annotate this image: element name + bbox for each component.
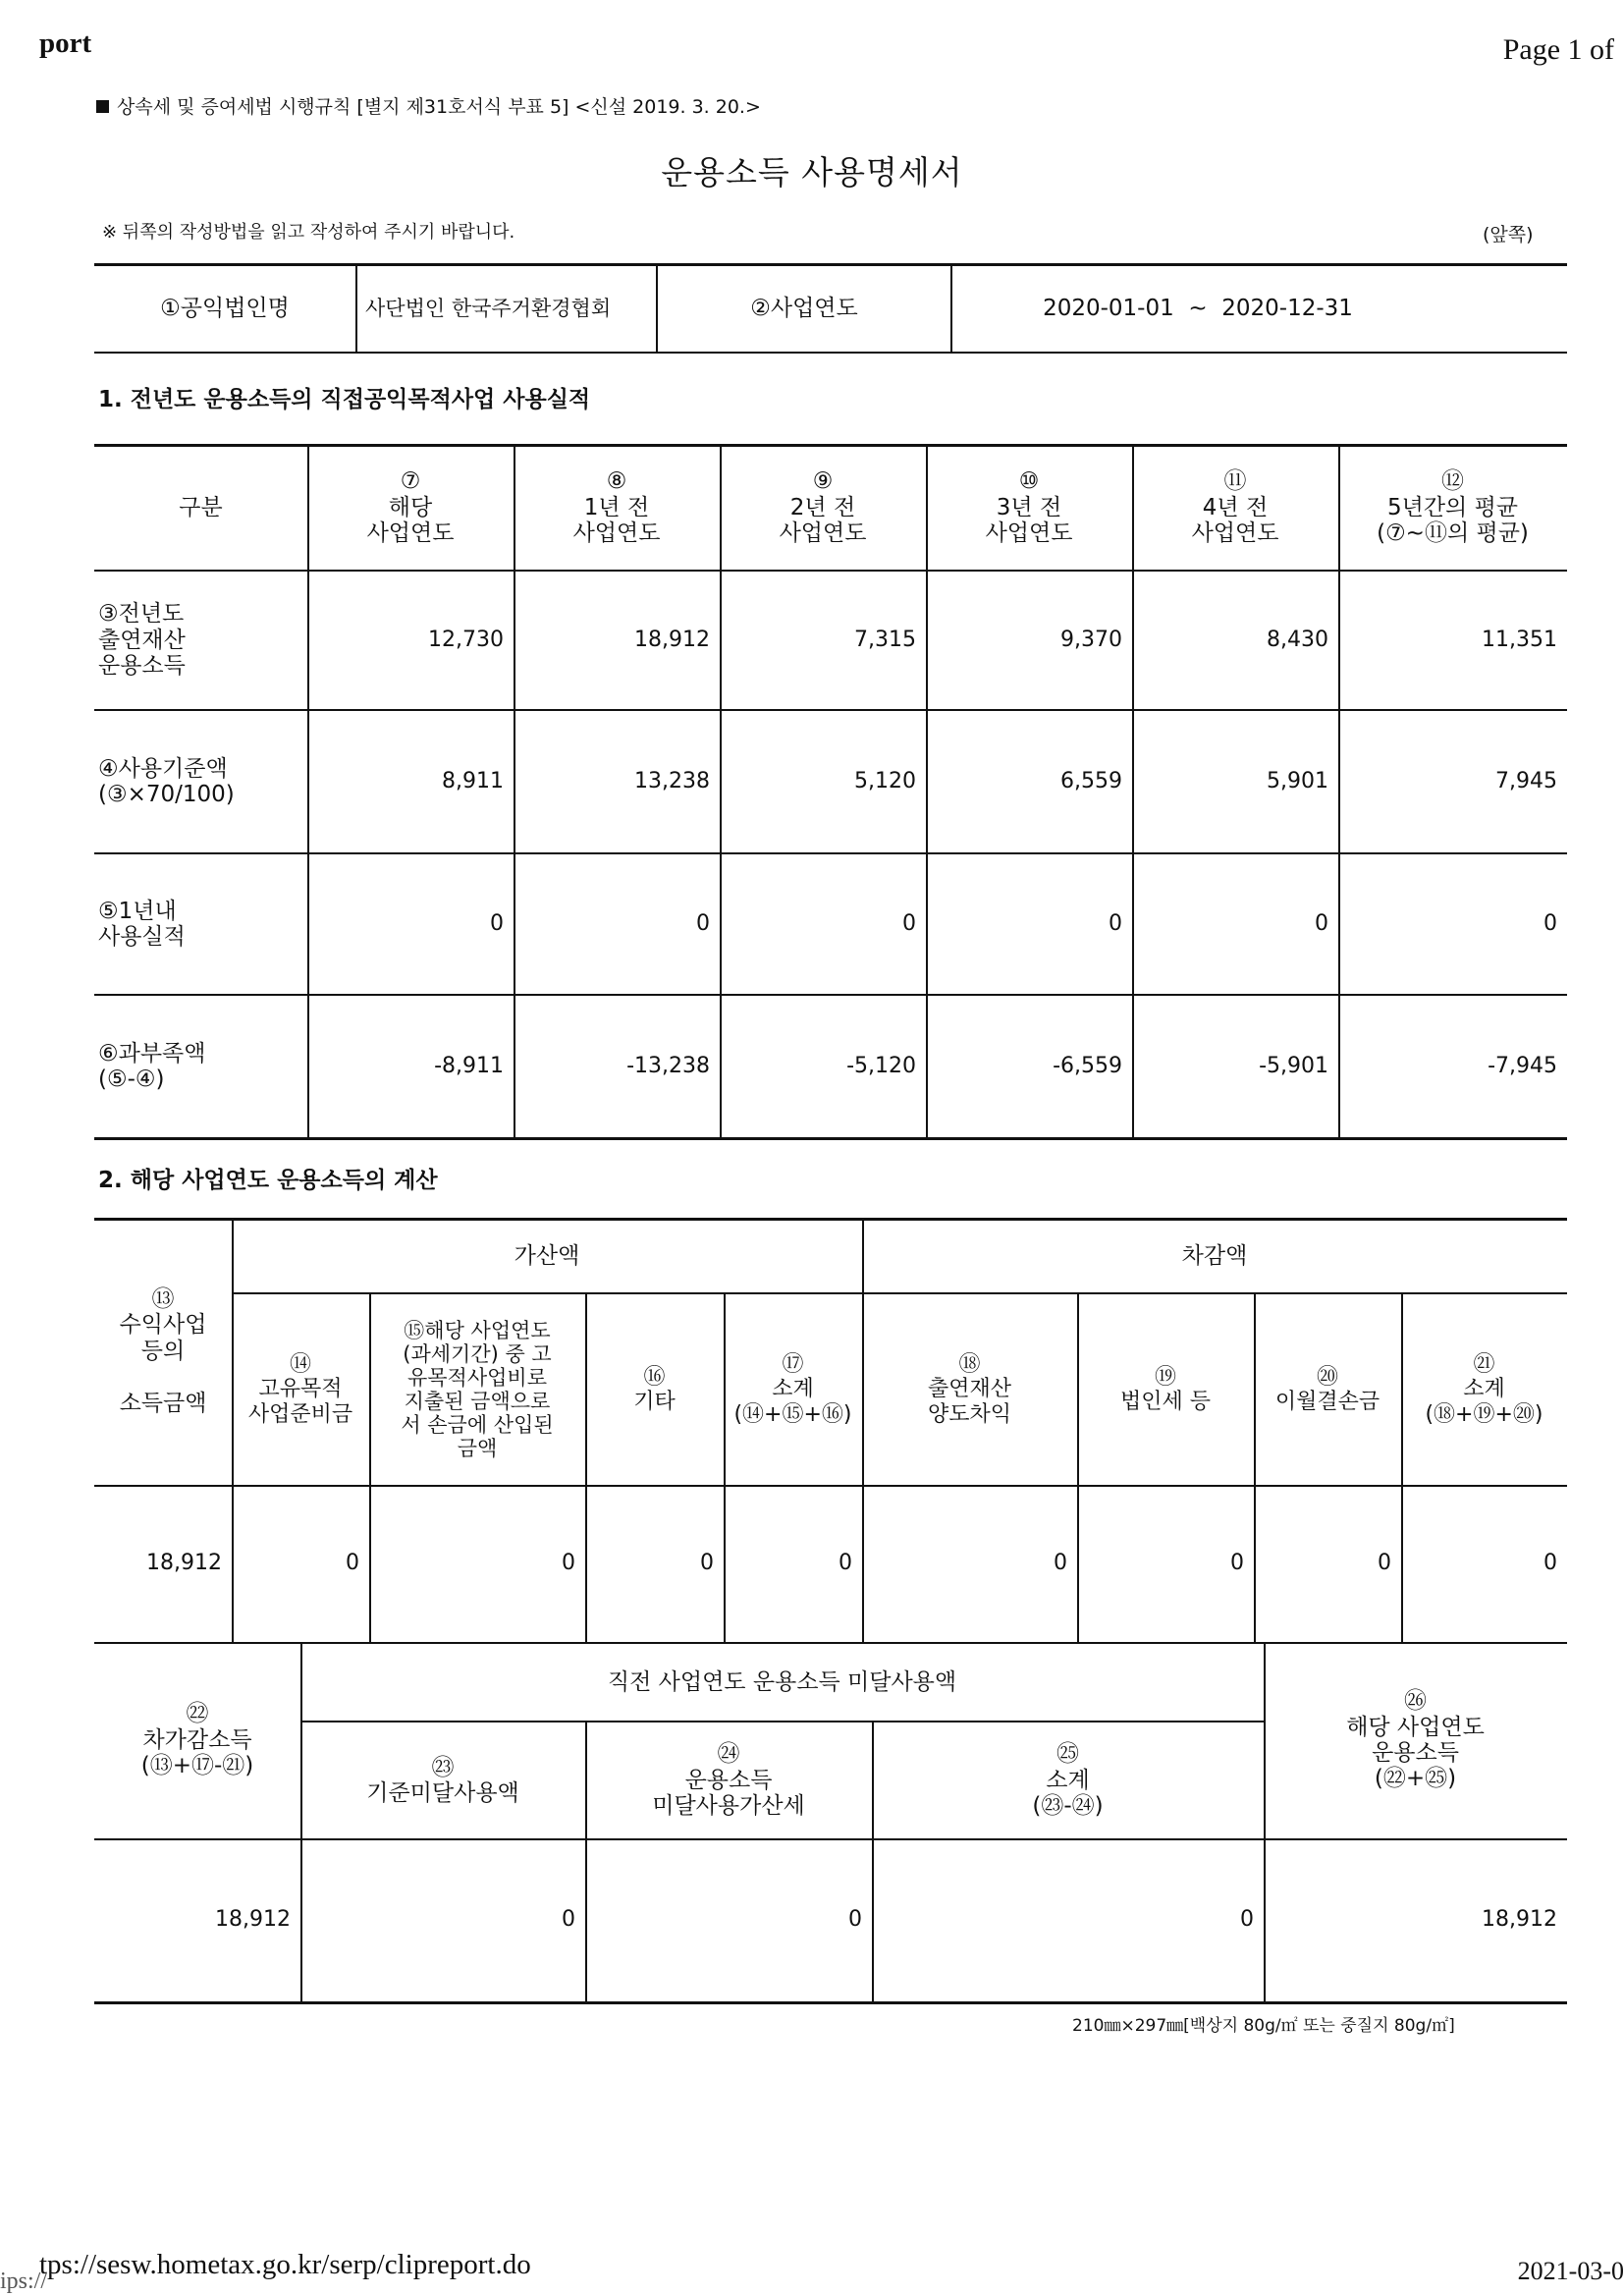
table-cell: -8,911	[434, 1054, 504, 1078]
column-header: ⑮해당 사업연도 (과세기간) 중 고 유목적사업비로 지출된 금액으로 서 손금에 산입된 금액	[401, 1318, 554, 1461]
side-marker: (앞쪽)	[1483, 224, 1534, 246]
section1-title: 1. 전년도 운용소득의 직접공익목적사업 사용실적	[98, 387, 591, 412]
table-cell: 0	[562, 1551, 575, 1575]
table-cell: 0	[848, 1907, 862, 1932]
source-url: tps://sesw.hometax.go.kr/serp/clipreport.do	[39, 2249, 531, 2280]
column-header: ⑲ 법인세 등	[1119, 1364, 1211, 1414]
table-cell: 5,120	[854, 769, 916, 793]
table-cell: 6,559	[1060, 769, 1122, 793]
table-cell: 0	[1315, 911, 1328, 936]
table-cell: -7,945	[1488, 1054, 1557, 1078]
year-header: ⑨ 2년 전 사업연도	[779, 468, 867, 547]
column-header: ⑱ 출연재산 양도차익	[927, 1352, 1011, 1427]
table-cell: 18,912	[1482, 1907, 1557, 1932]
table-cell: -5,120	[846, 1054, 916, 1078]
table-cell: 0	[1543, 911, 1557, 936]
table-cell: 11,351	[1482, 628, 1557, 652]
table-cell: 7,315	[854, 628, 916, 652]
table-cell: 7,945	[1495, 769, 1557, 793]
row-label: ⑥과부족액 (⑤-④)	[98, 1040, 206, 1092]
table-cell: 0	[1543, 1551, 1557, 1575]
regulation-text: 상속세 및 증여세법 시행규칙 [별지 제31호서식 부표 5] <신설 2019. 3. 20.>	[117, 96, 761, 118]
net-income-header: ㉒ 차가감소득 (⑬+⑰-㉑)	[140, 1701, 254, 1779]
org-name-value: 사단법인 한국주거환경협회	[365, 296, 612, 320]
row-label: ⑤1년내 사용실적	[98, 898, 186, 950]
row-label: ③전년도 출연재산 운용소득	[98, 601, 186, 680]
table-cell: 0	[700, 1551, 714, 1575]
year-header: ⑫ 5년간의 평균 (⑦~⑪의 평균)	[1377, 468, 1529, 547]
table-cell: -6,559	[1053, 1054, 1122, 1078]
business-year-label: ②사업연도	[750, 295, 858, 321]
prior-shortfall-group-header: 직전 사업연도 운용소득 미달사용액	[607, 1669, 957, 1696]
column-header: ⑭ 고유목적 사업준비금	[247, 1352, 353, 1427]
table-cell: 0	[696, 911, 710, 936]
column-header: ㉑ 소계 (⑱+⑲+⑳)	[1425, 1352, 1543, 1427]
table-rule	[232, 1292, 1567, 1294]
additions-group-header: 가산액	[514, 1243, 580, 1270]
paper-size-note: 210㎜×297㎜[백상지 80g/㎡ 또는 중질지 80g/㎡]	[1072, 2016, 1455, 2036]
print-date: 2021-03-0	[1517, 2257, 1624, 2285]
year-header: ⑦ 해당 사업연도	[366, 468, 455, 547]
table-cell: 0	[1230, 1551, 1244, 1575]
year-header: ⑩ 3년 전 사업연도	[985, 468, 1073, 547]
table-cell: 5,901	[1267, 769, 1328, 793]
table-cell: -5,901	[1259, 1054, 1328, 1078]
table-cell: 0	[902, 911, 916, 936]
table-cell: 0	[1109, 911, 1122, 936]
table-rule	[94, 2001, 1567, 2004]
table-cell: 12,730	[428, 628, 504, 652]
report-tag: port	[39, 27, 92, 59]
table-cell: 9,370	[1060, 628, 1122, 652]
table-cell: 0	[346, 1551, 359, 1575]
table-cell: 8,911	[442, 769, 504, 793]
table-cell: 13,238	[634, 769, 710, 793]
table-cell: 0	[1054, 1551, 1067, 1575]
table-cell: 0	[1378, 1551, 1391, 1575]
org-name-label: ①공익법인명	[160, 295, 290, 321]
table-cell: 0	[839, 1551, 852, 1575]
column-header: ㉔ 운용소득 미달사용가산세	[652, 1741, 805, 1820]
table-cell: -13,238	[626, 1054, 710, 1078]
section2-title: 2. 해당 사업연도 운용소득의 계산	[98, 1168, 438, 1193]
column-header: ㉓ 기준미달사용액	[366, 1754, 519, 1806]
column-header: ㉕ 소계 (㉓-㉔)	[1032, 1741, 1104, 1820]
left-edge-fragment: ips://	[0, 2269, 48, 2294]
current-income-header: ㉖ 해당 사업연도 운용소득 (㉒+㉕)	[1346, 1688, 1485, 1792]
table-cell: 0	[562, 1907, 575, 1932]
income-amount-header: ⑬ 수익사업 등의 소득금액	[119, 1285, 207, 1416]
column-header: ⑰ 소계 (⑭+⑮+⑯)	[733, 1352, 852, 1427]
year-header: ⑧ 1년 전 사업연도	[572, 468, 661, 547]
regulation-line	[96, 92, 761, 119]
column-header: ⑯ 기타	[633, 1364, 676, 1414]
page-number: Page 1 of	[1502, 33, 1614, 66]
table-cell: 18,912	[215, 1907, 291, 1932]
table-cell: 8,430	[1267, 628, 1328, 652]
year-header: ⑪ 4년 전 사업연도	[1191, 468, 1279, 547]
table-cell: 18,912	[634, 628, 710, 652]
instruction: ※ 뒤쪽의 작성방법을 읽고 작성하여 주시기 바랍니다.	[102, 222, 515, 243]
form-title: 운용소득 사용명세서	[661, 153, 963, 191]
square-bullet-icon	[96, 100, 109, 113]
category-header: 구분	[179, 494, 223, 520]
table-rule	[300, 1721, 1264, 1722]
deductions-group-header: 차감액	[1181, 1243, 1248, 1270]
table-cell: 18,912	[146, 1551, 222, 1575]
table-rule	[94, 1137, 1567, 1140]
table-rule	[94, 1642, 1567, 1644]
table-cell: 0	[490, 911, 504, 936]
table-cell: 0	[1240, 1907, 1254, 1932]
row-label: ④사용기준액 (③×70/100)	[98, 755, 235, 807]
column-header: ⑳ 이월결손금	[1274, 1364, 1380, 1414]
business-year-value: 2020-01-01 ~ 2020-12-31	[1043, 295, 1353, 321]
